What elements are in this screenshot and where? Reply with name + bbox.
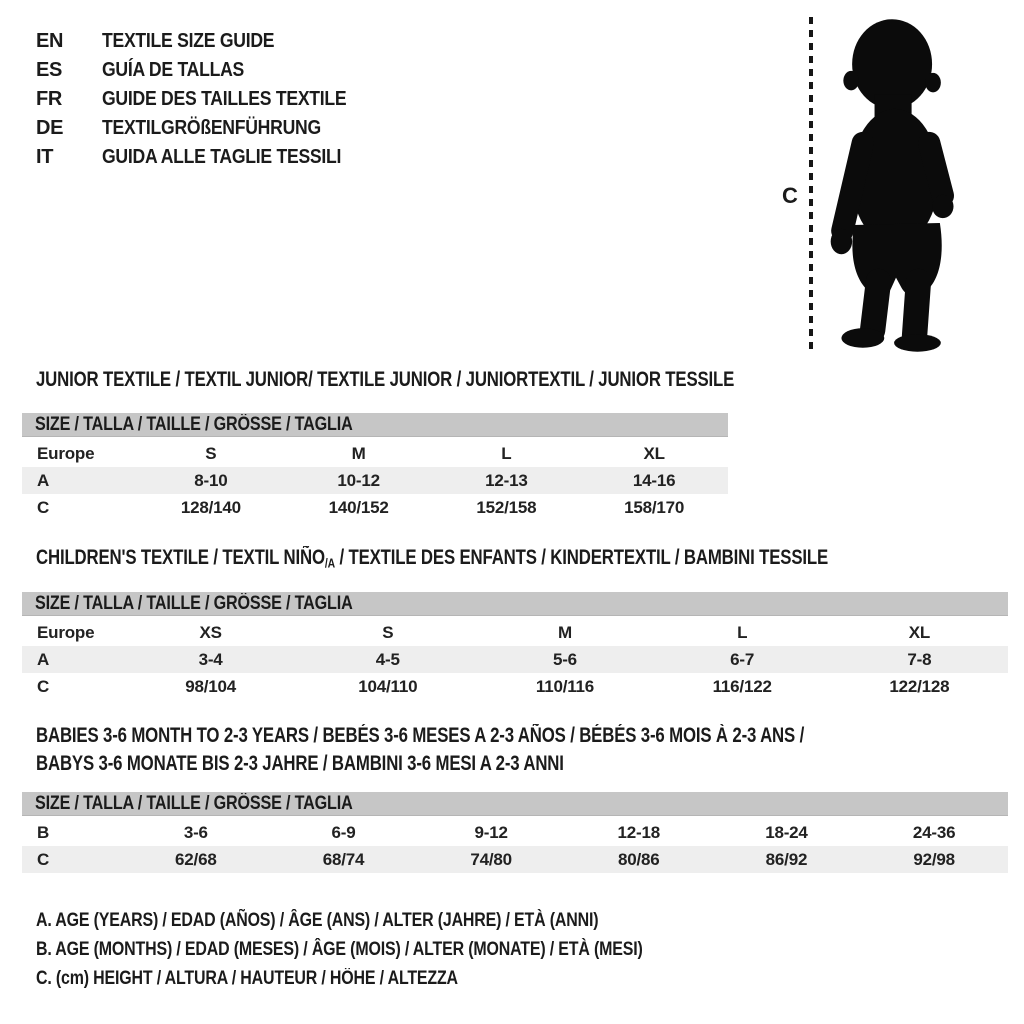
footnotes — [36, 906, 758, 993]
language-list — [36, 27, 380, 172]
row-label: B — [37, 822, 50, 842]
row-label: A — [37, 470, 50, 490]
footnote-text: B. AGE (MONTHS) / EDAD (MESES) / ÂGE (MOIS) / ALTER (MONATE) / ETÀ (MESI) — [36, 938, 643, 960]
table-row — [22, 440, 728, 467]
cell-value: L — [737, 622, 748, 642]
babies-size-table — [22, 792, 1008, 873]
cell-value: 62/68 — [175, 849, 217, 869]
size-header-label: SIZE / TALLA / TAILLE / GRÖSSE / TAGLIA — [35, 413, 353, 435]
table-row — [22, 619, 1008, 646]
table-row — [22, 494, 728, 521]
language-row-de — [36, 114, 380, 143]
cell-value: 128/140 — [180, 497, 241, 517]
cell-value: 7-8 — [907, 649, 932, 669]
cell-value: 10-12 — [337, 470, 380, 490]
table-row — [22, 673, 1008, 700]
toddler-silhouette-icon — [818, 13, 974, 355]
cell-value: 104/110 — [358, 676, 418, 696]
height-measure-label: C — [782, 183, 798, 208]
row-label: C — [37, 676, 50, 696]
row-label: Europe — [37, 443, 95, 463]
cell-value: 14-16 — [632, 470, 676, 490]
language-code: FR — [36, 88, 63, 110]
language-row-fr — [36, 85, 380, 114]
cell-value: 4-5 — [375, 649, 400, 669]
size-header-label: SIZE / TALLA / TAILLE / GRÖSSE / TAGLIA — [35, 792, 353, 814]
section-title-children — [36, 546, 828, 571]
cell-value: 140/152 — [328, 497, 389, 517]
cell-value: S — [382, 622, 394, 642]
cell-value: 8-10 — [194, 470, 228, 490]
cell-value: 12-13 — [485, 470, 528, 490]
footnote-text: C. (cm) HEIGHT / ALTURA / HAUTEUR / HÖHE / ALTEZZA — [36, 967, 458, 989]
size-header-label: SIZE / TALLA / TAILLE / GRÖSSE / TAGLIA — [35, 592, 353, 614]
cell-value: 6-7 — [730, 649, 755, 669]
size-header-bar — [22, 413, 728, 437]
cell-value: 98/104 — [185, 676, 236, 696]
section-title-babies-line1: BABIES 3-6 MONTH TO 2-3 YEARS / BEBÉS 3-6 MESES A 2-3 AÑOS / BÉBÉS 3-6 MOIS À 2-3 ANS / — [36, 724, 805, 747]
row-label: C — [37, 849, 50, 869]
language-code: IT — [36, 146, 54, 168]
footnote-text: A. AGE (YEARS) / EDAD (AÑOS) / ÂGE (ANS) / ALTER (JAHRE) / ETÀ (ANNI) — [36, 909, 599, 931]
cell-value: M — [557, 622, 572, 642]
height-dotted-line — [809, 17, 813, 353]
language-title: GUIDA ALLE TAGLIE TESSILI — [102, 146, 342, 168]
cell-value: 18-24 — [765, 822, 808, 842]
language-row-en — [36, 27, 380, 56]
language-row-es — [36, 56, 380, 85]
footnote-c — [36, 964, 758, 993]
cell-value: S — [205, 443, 217, 463]
size-header-bar — [22, 592, 1008, 616]
cell-value: 158/170 — [624, 497, 685, 517]
footnote-a — [36, 906, 758, 935]
table-row — [22, 646, 1008, 673]
language-code: DE — [36, 117, 64, 139]
cell-value: 5-6 — [552, 649, 577, 669]
cell-value: 6-9 — [331, 822, 356, 842]
table-row — [22, 467, 728, 494]
footnote-b — [36, 935, 758, 964]
language-title: TEXTILE SIZE GUIDE — [102, 30, 275, 52]
cell-value: 3-4 — [198, 649, 223, 669]
cell-value: 3-6 — [183, 822, 208, 842]
junior-size-table — [22, 413, 728, 521]
children-size-table — [22, 592, 1008, 700]
language-row-it — [36, 143, 380, 172]
size-header-bar — [22, 792, 1008, 816]
cell-value: 116/122 — [712, 676, 772, 696]
cell-value: XL — [643, 443, 665, 463]
cell-value: 110/116 — [535, 676, 595, 696]
language-title: GUÍA DE TALLAS — [102, 59, 244, 81]
cell-value: XL — [908, 622, 931, 642]
cell-value: 74/80 — [470, 849, 512, 869]
table-row — [22, 819, 1008, 846]
cell-value: 122/128 — [889, 676, 950, 696]
cell-value: 92/98 — [913, 849, 955, 869]
section-title-subscript: /A — [324, 555, 335, 571]
language-title: GUIDE DES TAILLES TEXTILE — [102, 88, 347, 110]
section-title-babies-line2: BABYS 3-6 MONATE BIS 2-3 JAHRE / BAMBINI 3-6 MESI A 2-3 ANNI — [36, 752, 564, 775]
section-title-junior: JUNIOR TEXTILE / TEXTIL JUNIOR/ TEXTILE JUNIOR / JUNIORTEXTIL / JUNIOR TESSILE — [36, 368, 735, 391]
cell-value: 12-18 — [617, 822, 661, 842]
cell-value: 9-12 — [474, 822, 508, 842]
cell-value: L — [501, 443, 512, 463]
cell-value: XS — [199, 622, 222, 642]
cell-value: 86/92 — [765, 849, 808, 869]
language-code: EN — [36, 30, 64, 52]
cell-value: 68/74 — [322, 849, 365, 869]
row-label: Europe — [37, 622, 95, 642]
cell-value: 152/158 — [476, 497, 537, 517]
cell-value: 80/86 — [618, 849, 660, 869]
section-title-text: / TEXTILE DES ENFANTS / KINDERTEXTIL / BAMBINI TESSILE — [334, 546, 829, 569]
cell-value: 24-36 — [912, 822, 956, 842]
table-row — [22, 846, 1008, 873]
language-code: ES — [36, 59, 63, 81]
row-label: C — [37, 497, 50, 517]
language-title: TEXTILGRÖßENFÜHRUNG — [102, 117, 321, 139]
cell-value: M — [351, 443, 366, 463]
section-title-text: CHILDREN'S TEXTILE / TEXTIL NIÑO — [36, 546, 325, 569]
row-label: A — [37, 649, 50, 669]
